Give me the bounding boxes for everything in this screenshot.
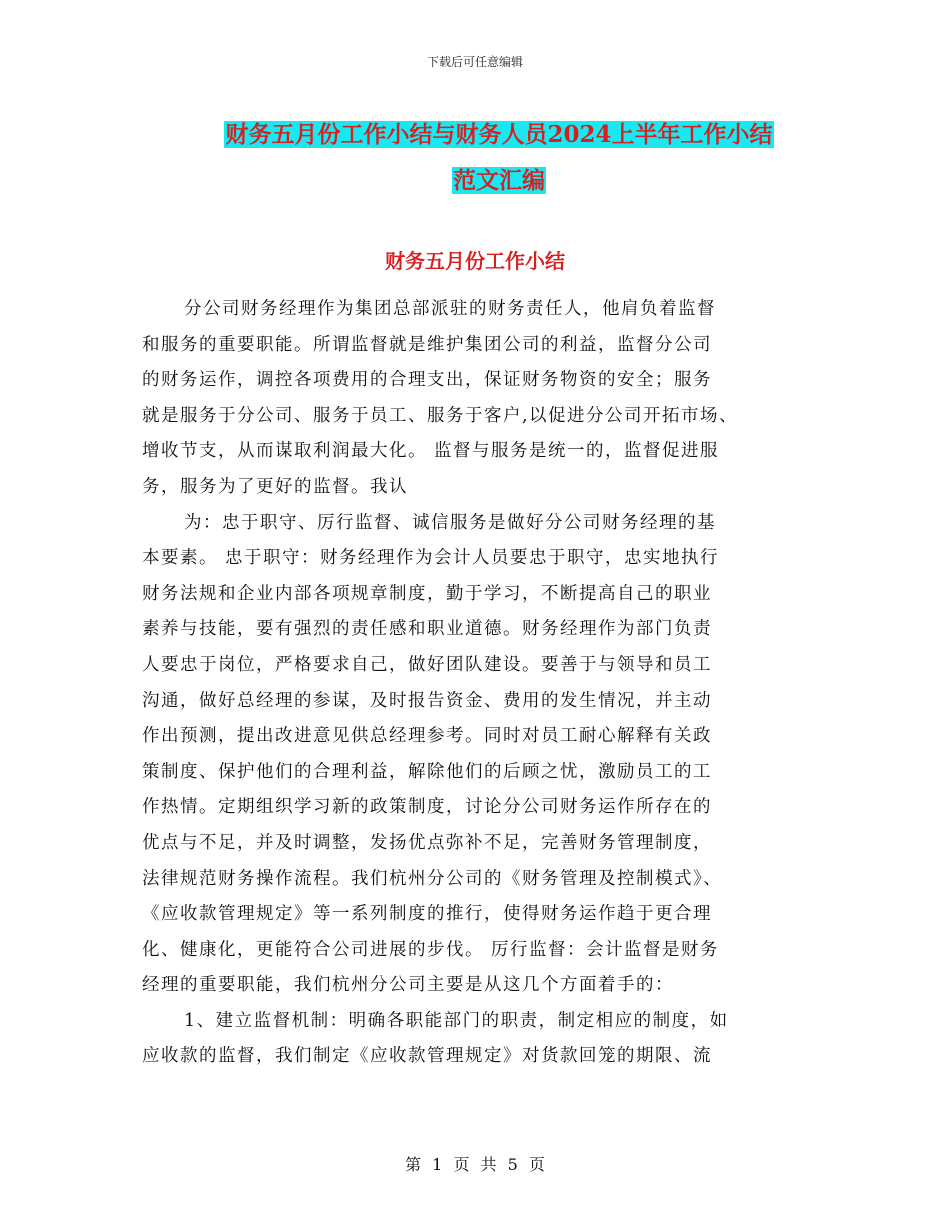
- paragraph-line: 经理的重要职能，我们杭州分公司主要是从这几个方面着手的：: [142, 975, 674, 996]
- paragraph-line: 法律规范财务操作流程。我们杭州分公司的《财务管理及控制模式》、: [142, 868, 723, 889]
- paragraph-line: 策制度、保护他们的合理利益，解除他们的后顾之忧，激励员工的工: [142, 761, 712, 782]
- title-line-2: 范文汇编: [453, 167, 545, 194]
- paragraph-line: 沟通，做好总经理的参谋，及时报告资金、费用的发生情况，并主动: [142, 690, 712, 711]
- paragraph-line: 和服务的重要职能。所谓监督就是维护集团公司的利益，监督分公司: [142, 334, 712, 355]
- paragraph-line: 务，服务为了更好的监督。我认: [142, 476, 408, 497]
- paragraph-line: 作热情。定期组织学习新的政策制度，讨论分公司财务运作所存在的: [142, 797, 712, 818]
- paragraph-line: 应收款的监督，我们制定《应收款管理规定》对货款回笼的期限、流: [142, 1046, 712, 1067]
- paragraph-line: 本要素。 忠于职守：财务经理作为会计人员要忠于职守，忠实地执行: [142, 548, 720, 569]
- paragraph-line: 分公司财务经理作为集团总部派驻的财务责任人，他肩负着监督: [184, 299, 716, 319]
- paragraph-line: 财务法规和企业内部各项规章制度，勤于学习，不断提高自己的职业: [142, 583, 712, 604]
- paragraph-line: 人要忠于岗位，严格要求自己，做好团队建设。要善于与领导和员工: [142, 654, 712, 675]
- title-line-1: 财务五月份工作小结与财务人员2024上半年工作小结: [225, 121, 773, 148]
- paragraph-line: 《应收款管理规定》等一系列制度的推行，使得财务运作趋于更合理: [142, 904, 712, 925]
- paragraph-line: 的财务运作，调控各项费用的合理支出，保证财务物资的安全；服务: [142, 370, 712, 391]
- document-title: [100, 112, 898, 204]
- paragraph-line: 素养与技能，要有强烈的责任感和职业道德。财务经理作为部门负责: [142, 619, 712, 640]
- page-header-note: 下载后可任意编辑: [426, 55, 523, 69]
- body-text: [142, 292, 818, 1075]
- paragraph-line: 优点与不足，并及时调整，发扬优点弥补不足，完善财务管理制度，: [142, 832, 712, 853]
- section-heading: 财务五月份工作小结: [385, 249, 565, 273]
- paragraph-line: 1、建立监督机制：明确各职能部门的职责，制定相应的制度，如: [184, 1010, 729, 1031]
- paragraph-line: 为：忠于职守、厉行监督、诚信服务是做好分公司财务经理的基: [184, 512, 716, 533]
- paragraph-line: 就是服务于分公司、服务于员工、服务于客户,以促进分公司开拓市场、: [142, 405, 739, 426]
- paragraph-line: 作出预测，提出改进意见供总经理参考。同时对员工耐心解释有关政: [142, 726, 712, 747]
- page-number-footer: 第 1 页 共 5 页: [405, 1155, 545, 1174]
- paragraph-line: 增收节支，从而谋取利润最大化。 监督与服务是统一的，监督促进服: [142, 441, 720, 462]
- paragraph-line: 化、健康化，更能符合公司进展的步伐。 厉行监督：会计监督是财务: [142, 939, 720, 960]
